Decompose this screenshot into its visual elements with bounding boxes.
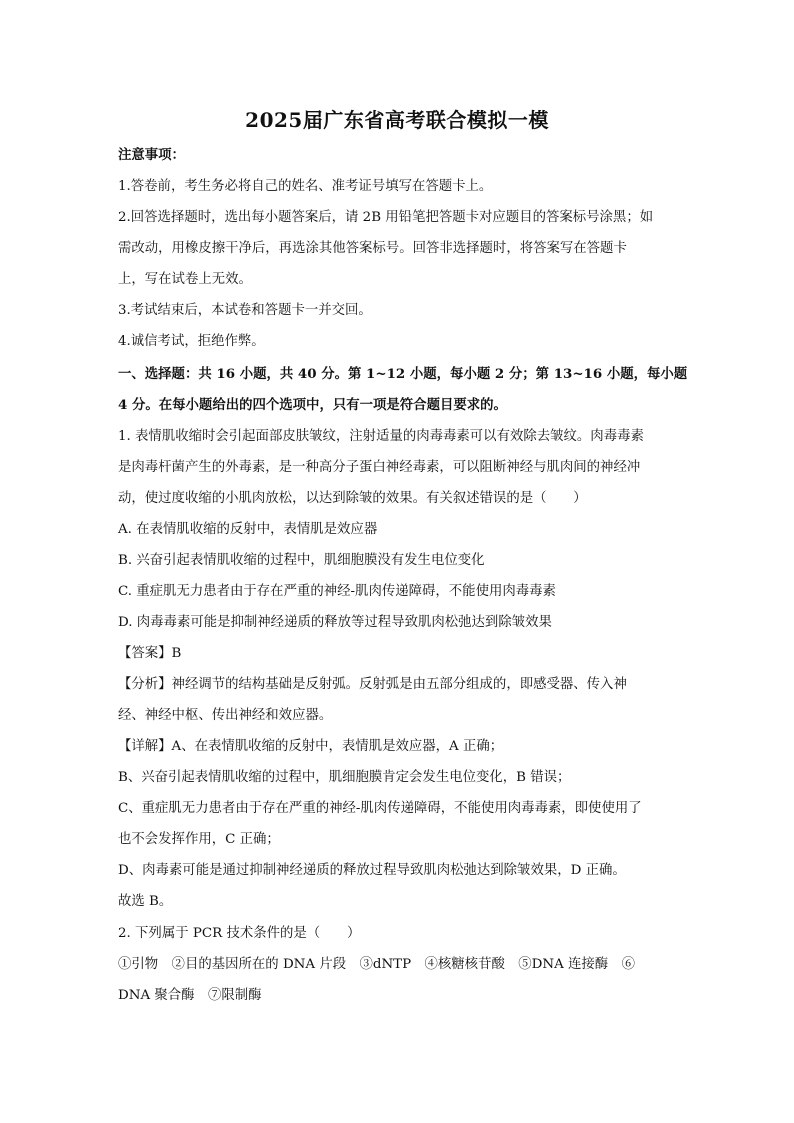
question-stem: 2. 下列属于 PCR 技术条件的是（ ） xyxy=(118,926,361,941)
option-d: D. 肉毒毒素可能是抑制神经递质的释放等过程导致肌肉松弛达到除皱效果 xyxy=(118,615,552,630)
option-a: A. 在表情肌收缩的反射中，表情肌是效应器 xyxy=(118,522,378,537)
notice-item: 3.考试结束后，本试卷和答题卡一并交回。 xyxy=(118,303,372,318)
page-title: 2025届广东省高考联合模拟一模 xyxy=(245,108,549,132)
answer: 【答案】B xyxy=(118,646,182,661)
detail: 【详解】A、在表情肌收缩的反射中，表情肌是效应器，A 正确； xyxy=(118,739,504,754)
notice-item: 4.诚信考试，拒绝作弊。 xyxy=(118,334,265,349)
notice-item: 2.回答选择题时，选出每小题答案后，请 2B 用铅笔把答题卡对应题目的答案标号涂黑；如 xyxy=(118,210,654,225)
question-stem: 是肉毒杆菌产生的外毒素，是一种高分子蛋白神经毒素，可以阻断神经与肌肉间的神经冲 xyxy=(118,460,641,475)
section-heading: 4 分。在每小题给出的四个选项中，只有一项是符合题目要求的。 xyxy=(118,397,507,413)
notice-item: 需改动，用橡皮擦干净后，再选涂其他答案标号。回答非选择题时，将答案写在答题卡 xyxy=(118,241,627,256)
notice-item: 上，写在试卷上无效。 xyxy=(118,272,252,287)
question-items: ①引物 ②目的基因所在的 DNA 片段 ③dNTP ④核糖核苷酸 ⑤DNA 连接酶 ⑥ xyxy=(118,957,635,972)
option-c: C. 重症肌无力患者由于存在严重的神经-肌肉传递障碍，不能使用肉毒毒素 xyxy=(118,584,556,599)
question-stem: 动，使过度收缩的小肌肉放松，以达到除皱的效果。有关叙述错误的是（ ） xyxy=(118,491,587,506)
detail: D、肉毒素可能是通过抑制神经递质的释放过程导致肌肉松弛达到除皱效果，D 正确。 xyxy=(118,863,626,878)
notice-item: 1.答卷前，考生务必将自己的姓名、准考证号填写在答题卡上。 xyxy=(118,179,493,194)
analysis: 【分析】神经调节的结构基础是反射弧。反射弧是由五部分组成的，即感受器、传入神 xyxy=(118,677,627,692)
notice-heading: 注意事项： xyxy=(118,147,185,163)
question-items: DNA 聚合酶 ⑦限制酶 xyxy=(118,988,262,1003)
detail: 也不会发挥作用，C 正确； xyxy=(118,832,280,847)
section-heading: 一、选择题：共 16 小题，共 40 分。第 1~12 小题，每小题 2 分；第 13~16 小题，每小题 xyxy=(118,366,688,382)
detail: B、兴奋引起表情肌收缩的过程中，肌细胞膜肯定会发生电位变化，B 错误； xyxy=(118,770,571,785)
question-stem: 1. 表情肌收缩时会引起面部皮肤皱纹，注射适量的肉毒毒素可以有效除去皱纹。肉毒毒素 xyxy=(118,429,644,444)
detail: 故选 B。 xyxy=(118,894,173,909)
detail: C、重症肌无力患者由于存在严重的神经-肌肉传递障碍，不能使用肉毒毒素，即使使用了 xyxy=(118,801,642,816)
option-b: B. 兴奋引起表情肌收缩的过程中，肌细胞膜没有发生电位变化 xyxy=(118,553,485,568)
analysis: 经、神经中枢、传出神经和效应器。 xyxy=(118,708,333,723)
